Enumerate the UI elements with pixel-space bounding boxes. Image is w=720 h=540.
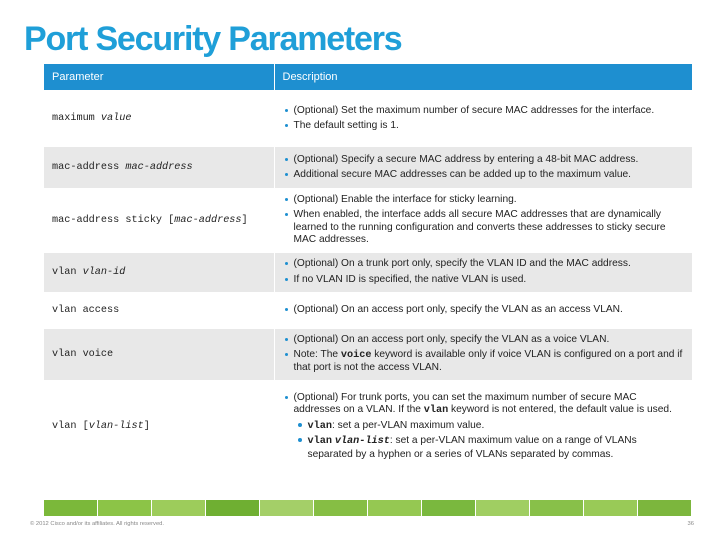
text-segment: (Optional) Enable the interface for sticky learning. [293,194,517,205]
description-bullets [279,334,685,375]
description-bullet [279,194,685,206]
description-bullet [279,258,685,270]
description-sub-bullet [294,420,685,433]
text-segment: Note: The [293,349,341,361]
text-segment: : set a per-VLAN maximum value on a range of VLANs separated by a hyphen or a series of VLANs separated by commas. [307,435,637,460]
text-segment: keyword is available only if voice VLAN is configured on a port and if that port is not the access VLAN. [293,349,683,374]
green-bar-segment [476,500,529,516]
description-bullets [279,392,685,461]
description-cell [274,328,692,380]
text-segment: (Optional) On a trunk port only, specify the VLAN ID and the MAC address. [293,258,631,270]
decorative-green-bar [44,500,692,516]
text-segment: vlan voice [52,348,114,360]
text-segment: vlan [423,405,449,417]
text-segment: (Optional) Set the maximum number of secure MAC addresses for the interface. [293,104,655,116]
green-bar-segment [98,500,151,516]
text-segment: (Optional) Specify a secure MAC address by entering a 48-bit MAC address. [293,153,639,165]
text-segment: mac-address sticky [ [52,214,175,226]
description-bullet [279,274,685,286]
slide-title: Port Security Parameters [24,20,402,58]
text-segment: vlan-list [88,421,144,433]
description-bullet [279,120,685,132]
header-parameter: Parameter [44,64,274,91]
text-segment: (Optional) On an access port only, specify the VLAN as an access VLAN. [293,303,623,315]
green-bar-segment [584,500,637,516]
text-segment: (Optional) On an access port only, specify the VLAN as a voice VLAN. [293,333,610,345]
text-segment: : set a per-VLAN maximum value. [331,419,485,431]
table-row [44,252,692,292]
description-cell [274,91,692,147]
text-segment: vlan [307,420,332,432]
text-segment: voice [340,350,372,362]
description-bullet [279,304,685,316]
text-segment: ] [241,214,248,226]
text-segment: vlan [ [52,421,89,433]
description-bullets [279,194,685,247]
green-bar-segment [206,500,259,516]
green-bar-segment [260,500,313,516]
text-segment: vlan [52,266,83,278]
description-bullet [279,392,685,461]
parameter-cell [44,292,274,328]
table-row [44,328,692,380]
description-sub-bullet [294,435,685,461]
green-bar-segment [638,500,691,516]
green-bar-segment [368,500,421,516]
parameter-cell [44,91,274,147]
description-bullets [279,154,685,182]
text-segment: vlan [307,436,332,448]
header-description: Description [274,64,692,91]
text-segment: Additional secure MAC addresses can be added up to the maximum value. [293,169,632,180]
parameter-cell [44,380,274,472]
parameter-cell [44,328,274,380]
description-bullet [279,334,685,346]
parameter-cell [44,147,274,189]
text-segment: (Optional) For trunk ports, you can set the maximum number of secure MAC addresses on a VLAN. If the [293,392,637,416]
text-segment: vlan-id [82,266,126,278]
table-row [44,147,692,189]
text-segment: keyword is not entered, the default value is used. [448,404,672,416]
text-segment: mac-address [52,162,126,173]
description-cell [274,252,692,292]
description-cell [274,189,692,253]
green-bar-segment [530,500,583,516]
green-bar-segment [314,500,367,516]
table-row [44,91,692,147]
text-segment: vlan-list [334,436,390,448]
description-bullet [279,349,685,375]
parameter-cell [44,189,274,253]
table-row [44,189,692,253]
text-segment: mac-address [174,214,242,226]
text-segment: When enabled, the interface adds all secure MAC addresses that are dynamically learned to the running configuration and converts these addresses to sticky secure MAC addresses. [293,209,666,246]
port-security-table [44,64,692,472]
description-cell [274,292,692,328]
green-bar-segment [422,500,475,516]
text-segment: maximum [52,113,101,124]
green-bar-segment [152,500,205,516]
description-bullet [279,209,685,246]
description-bullet [279,154,685,166]
description-bullets [279,304,685,316]
text-segment: value [100,113,132,124]
table-body [44,91,692,473]
text-segment: The default setting is 1. [293,120,399,131]
table-row [44,380,692,472]
description-bullet [279,105,685,117]
description-cell [274,380,692,472]
description-cell [274,147,692,189]
page-number: 36 [687,521,694,527]
copyright-footer: © 2012 Cisco and/or its affiliates. All rights reserved. [30,521,165,527]
description-bullets [279,105,685,133]
parameter-cell [44,252,274,292]
text-segment: ] [143,421,150,433]
description-bullet [279,169,685,181]
table-header-row [44,64,692,91]
text-segment: mac-address [125,162,193,173]
text-segment: vlan access [52,304,120,316]
green-bar-segment [44,500,97,516]
text-segment: If no VLAN ID is specified, the native VLAN is used. [293,273,527,285]
table-row [44,292,692,328]
description-bullets [279,258,685,286]
description-sub-bullets [294,420,685,461]
